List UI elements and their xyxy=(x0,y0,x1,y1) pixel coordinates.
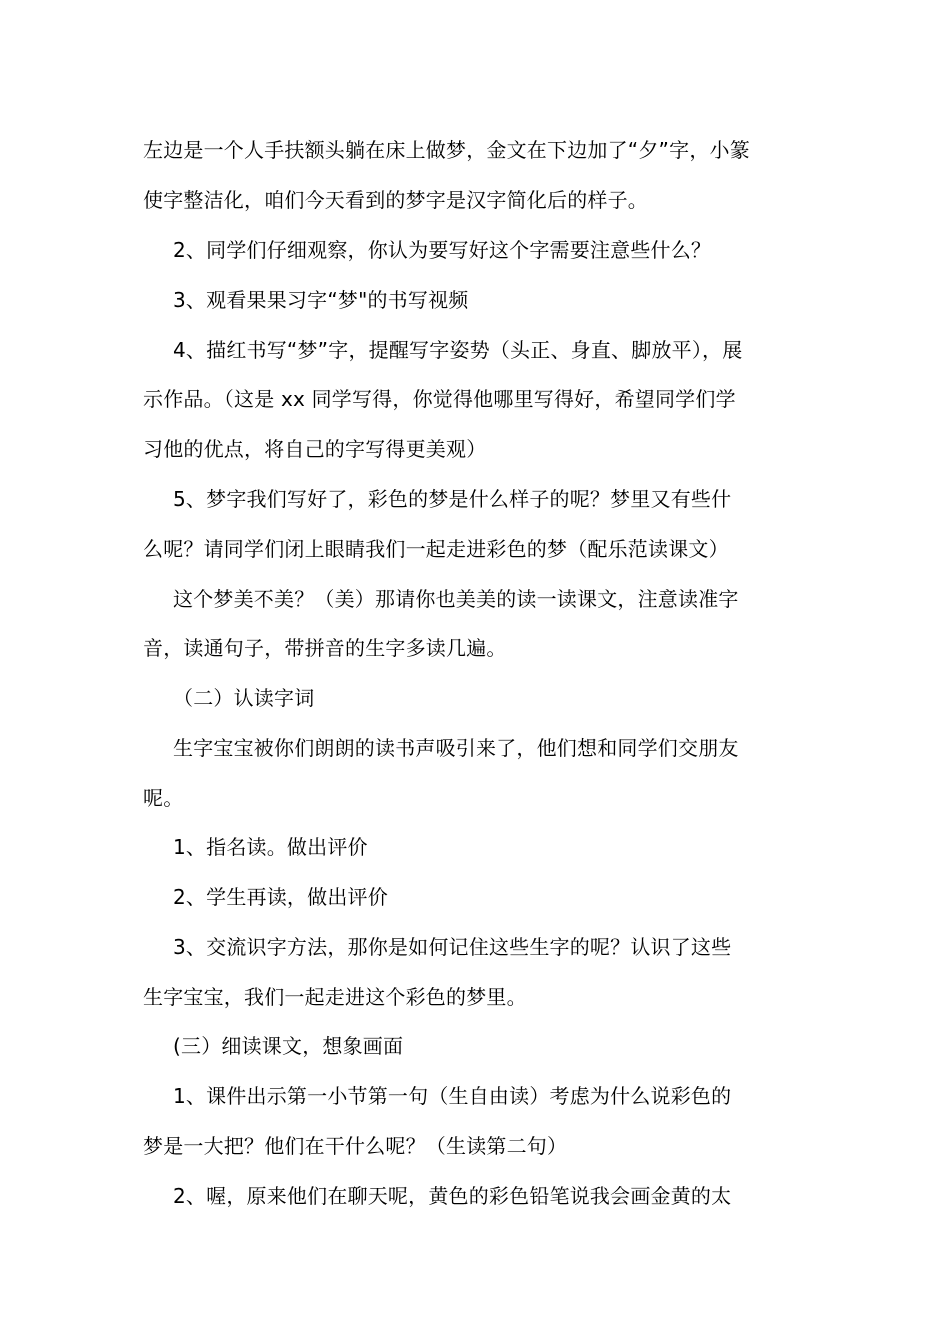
text-line: 5、梦字我们写好了，彩色的梦是什么样子的呢？梦里又有些什 xyxy=(173,487,732,511)
text-line: 1、课件出示第一小节第一句（生自由读）考虑为什么说彩色的 xyxy=(173,1084,732,1108)
text-line: 3、交流识字方法，那你是如何记住这些生字的呢？认识了这些 xyxy=(173,935,732,959)
text-line: 左边是一个人手扶额头躺在床上做梦，金文在下边加了“夕”字，小篆 xyxy=(143,138,750,162)
text-line: 3、观看果果习字“梦"的书写视频 xyxy=(173,288,469,312)
text-line: 2、喔，原来他们在聊天呢，黄色的彩色铅笔说我会画金黄的太 xyxy=(173,1184,732,1208)
text-line: 生字宝宝，我们一起走进这个彩色的梦里。 xyxy=(143,985,527,1009)
text-line: 习他的优点，将自己的字写得更美观） xyxy=(143,437,487,461)
section-heading: （二）认读字词 xyxy=(173,686,315,710)
text-line: 这个梦美不美？（美）那请你也美美的读一读课文，注意读准字 xyxy=(173,587,739,611)
text-line: 音，读通句子，带拼音的生字多读几遍。 xyxy=(143,636,507,660)
text-line: 呢。 xyxy=(143,786,184,810)
text-line: 使字整洁化，咱们今天看到的梦字是汉字简化后的样子。 xyxy=(143,188,648,212)
text-line: 么呢？请同学们闭上眼睛我们一起走进彩色的梦（配乐范读课文） xyxy=(143,537,729,561)
text-line: 生字宝宝被你们朗朗的读书声吸引来了，他们想和同学们交朋友 xyxy=(173,736,739,760)
text-line: 4、描红书写“梦”字，提醒写字姿势（头正、身直、脚放平），展 xyxy=(173,338,743,362)
text-line: 梦是一大把？他们在干什么呢？（生读第二句） xyxy=(143,1134,568,1158)
text-line: 示作品。（这是 xx 同学写得，你觉得他哪里写得好，希望同学们学 xyxy=(143,387,736,411)
text-line: 2、学生再读，做出评价 xyxy=(173,885,388,909)
section-heading: (三）细读课文，想象画面 xyxy=(173,1034,404,1058)
text-line: 1、指名读。做出评价 xyxy=(173,835,368,859)
text-line: 2、同学们仔细观察，你认为要写好这个字需要注意些什么？ xyxy=(173,238,712,262)
